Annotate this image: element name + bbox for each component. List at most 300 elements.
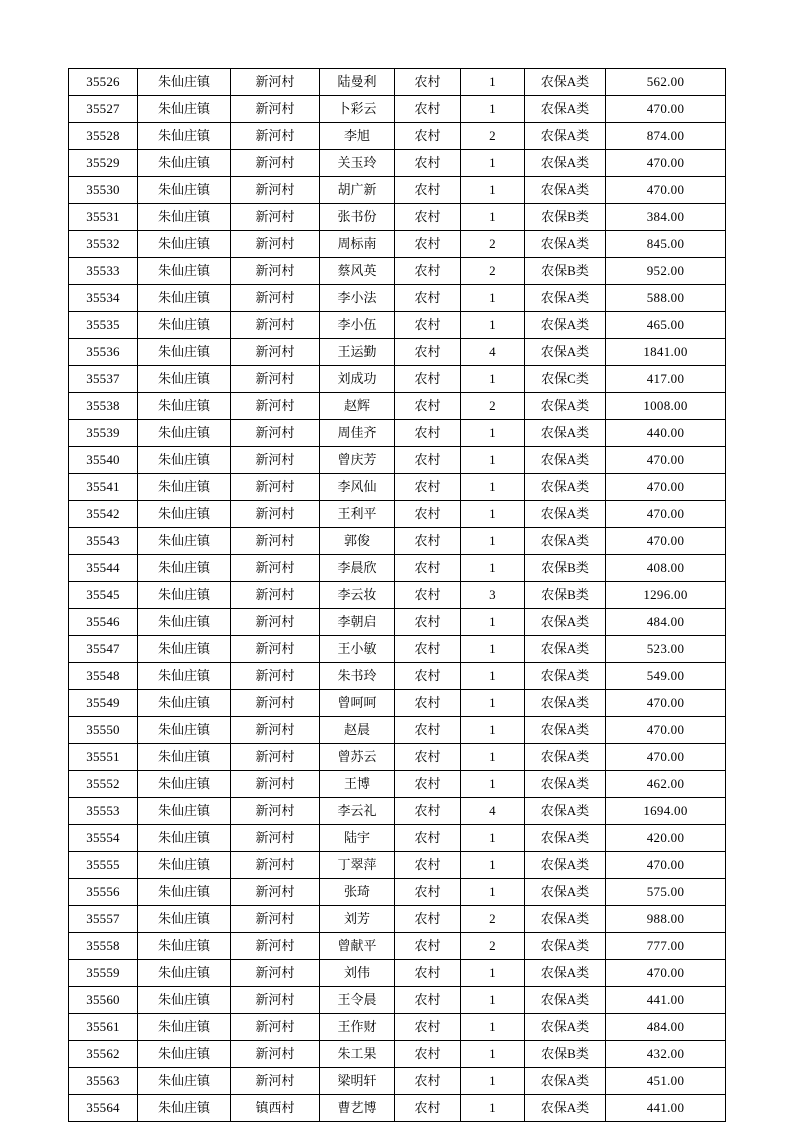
table-row (69, 231, 726, 258)
cell-person-count: 1 (461, 312, 525, 339)
table-row (69, 879, 726, 906)
table-row (69, 123, 726, 150)
cell-benefit-category: 农保A类 (525, 771, 606, 798)
cell-village: 新河村 (231, 420, 320, 447)
cell-village: 新河村 (231, 177, 320, 204)
cell-benefit-category: 农保A类 (525, 285, 606, 312)
cell-town: 朱仙庄镇 (138, 420, 231, 447)
cell-benefit-category: 农保A类 (525, 1014, 606, 1041)
cell-household-type: 农村 (395, 258, 461, 285)
table-row (69, 798, 726, 825)
cell-serial-number: 35552 (69, 771, 138, 798)
cell-person-count: 1 (461, 447, 525, 474)
cell-town: 朱仙庄镇 (138, 987, 231, 1014)
cell-serial-number: 35526 (69, 69, 138, 96)
cell-name: 蔡风英 (320, 258, 395, 285)
table-row (69, 285, 726, 312)
cell-person-count: 1 (461, 717, 525, 744)
table-row (69, 1014, 726, 1041)
cell-serial-number: 35562 (69, 1041, 138, 1068)
cell-amount: 470.00 (606, 960, 726, 987)
cell-person-count: 1 (461, 501, 525, 528)
cell-benefit-category: 农保A类 (525, 960, 606, 987)
cell-person-count: 1 (461, 285, 525, 312)
cell-amount: 470.00 (606, 690, 726, 717)
table-row (69, 933, 726, 960)
cell-benefit-category: 农保A类 (525, 96, 606, 123)
table-row (69, 528, 726, 555)
cell-benefit-category: 农保A类 (525, 609, 606, 636)
cell-person-count: 2 (461, 393, 525, 420)
cell-town: 朱仙庄镇 (138, 609, 231, 636)
cell-village: 新河村 (231, 69, 320, 96)
cell-village: 新河村 (231, 636, 320, 663)
cell-amount: 470.00 (606, 474, 726, 501)
cell-town: 朱仙庄镇 (138, 555, 231, 582)
cell-name: 丁翠萍 (320, 852, 395, 879)
cell-village: 新河村 (231, 852, 320, 879)
cell-name: 刘伟 (320, 960, 395, 987)
cell-household-type: 农村 (395, 555, 461, 582)
cell-benefit-category: 农保A类 (525, 690, 606, 717)
cell-person-count: 1 (461, 744, 525, 771)
table-row (69, 420, 726, 447)
cell-serial-number: 35546 (69, 609, 138, 636)
cell-serial-number: 35541 (69, 474, 138, 501)
cell-serial-number: 35559 (69, 960, 138, 987)
cell-name: 李云妆 (320, 582, 395, 609)
cell-town: 朱仙庄镇 (138, 258, 231, 285)
cell-benefit-category: 农保A类 (525, 420, 606, 447)
cell-amount: 470.00 (606, 528, 726, 555)
cell-person-count: 1 (461, 609, 525, 636)
cell-serial-number: 35549 (69, 690, 138, 717)
cell-town: 朱仙庄镇 (138, 825, 231, 852)
table-row (69, 582, 726, 609)
cell-person-count: 3 (461, 582, 525, 609)
cell-person-count: 1 (461, 1068, 525, 1095)
cell-serial-number: 35529 (69, 150, 138, 177)
cell-name: 李朝启 (320, 609, 395, 636)
cell-village: 新河村 (231, 960, 320, 987)
cell-town: 朱仙庄镇 (138, 744, 231, 771)
cell-town: 朱仙庄镇 (138, 582, 231, 609)
cell-village: 新河村 (231, 1068, 320, 1095)
table-row (69, 852, 726, 879)
table-row (69, 501, 726, 528)
cell-town: 朱仙庄镇 (138, 231, 231, 258)
cell-serial-number: 35560 (69, 987, 138, 1014)
table-row (69, 1068, 726, 1095)
cell-amount: 845.00 (606, 231, 726, 258)
cell-person-count: 1 (461, 663, 525, 690)
cell-benefit-category: 农保A类 (525, 744, 606, 771)
cell-household-type: 农村 (395, 798, 461, 825)
cell-household-type: 农村 (395, 987, 461, 1014)
cell-town: 朱仙庄镇 (138, 933, 231, 960)
cell-household-type: 农村 (395, 204, 461, 231)
cell-person-count: 4 (461, 798, 525, 825)
cell-person-count: 1 (461, 852, 525, 879)
cell-town: 朱仙庄镇 (138, 960, 231, 987)
cell-town: 朱仙庄镇 (138, 150, 231, 177)
cell-village: 新河村 (231, 879, 320, 906)
cell-household-type: 农村 (395, 906, 461, 933)
cell-person-count: 2 (461, 123, 525, 150)
cell-person-count: 2 (461, 231, 525, 258)
cell-person-count: 1 (461, 825, 525, 852)
cell-person-count: 2 (461, 906, 525, 933)
cell-name: 李风仙 (320, 474, 395, 501)
cell-serial-number: 35547 (69, 636, 138, 663)
cell-name: 关玉玲 (320, 150, 395, 177)
cell-household-type: 农村 (395, 501, 461, 528)
cell-serial-number: 35544 (69, 555, 138, 582)
cell-village: 新河村 (231, 987, 320, 1014)
cell-amount: 441.00 (606, 987, 726, 1014)
cell-village: 新河村 (231, 231, 320, 258)
cell-name: 刘芳 (320, 906, 395, 933)
cell-household-type: 农村 (395, 1014, 461, 1041)
cell-amount: 1841.00 (606, 339, 726, 366)
cell-serial-number: 35553 (69, 798, 138, 825)
cell-person-count: 1 (461, 69, 525, 96)
cell-serial-number: 35556 (69, 879, 138, 906)
cell-serial-number: 35558 (69, 933, 138, 960)
cell-amount: 588.00 (606, 285, 726, 312)
cell-name: 曾献平 (320, 933, 395, 960)
cell-household-type: 农村 (395, 582, 461, 609)
cell-name: 陆曼利 (320, 69, 395, 96)
cell-name: 李旭 (320, 123, 395, 150)
cell-benefit-category: 农保B类 (525, 258, 606, 285)
cell-amount: 384.00 (606, 204, 726, 231)
cell-serial-number: 35543 (69, 528, 138, 555)
cell-serial-number: 35535 (69, 312, 138, 339)
cell-amount: 1694.00 (606, 798, 726, 825)
cell-village: 镇西村 (231, 1095, 320, 1122)
table-row (69, 312, 726, 339)
cell-serial-number: 35528 (69, 123, 138, 150)
cell-amount: 470.00 (606, 96, 726, 123)
cell-benefit-category: 农保A类 (525, 636, 606, 663)
cell-town: 朱仙庄镇 (138, 447, 231, 474)
cell-amount: 523.00 (606, 636, 726, 663)
cell-town: 朱仙庄镇 (138, 879, 231, 906)
cell-benefit-category: 农保A类 (525, 879, 606, 906)
cell-town: 朱仙庄镇 (138, 717, 231, 744)
cell-name: 王作财 (320, 1014, 395, 1041)
cell-household-type: 农村 (395, 69, 461, 96)
table-row (69, 69, 726, 96)
table-row (69, 339, 726, 366)
table-row (69, 987, 726, 1014)
cell-serial-number: 35536 (69, 339, 138, 366)
cell-village: 新河村 (231, 609, 320, 636)
cell-serial-number: 35539 (69, 420, 138, 447)
cell-village: 新河村 (231, 798, 320, 825)
cell-name: 李云礼 (320, 798, 395, 825)
cell-household-type: 农村 (395, 825, 461, 852)
cell-person-count: 2 (461, 258, 525, 285)
cell-name: 王运勤 (320, 339, 395, 366)
cell-serial-number: 35531 (69, 204, 138, 231)
table-body (69, 69, 726, 1122)
cell-household-type: 农村 (395, 717, 461, 744)
cell-village: 新河村 (231, 150, 320, 177)
cell-name: 张琦 (320, 879, 395, 906)
cell-person-count: 1 (461, 636, 525, 663)
cell-amount: 440.00 (606, 420, 726, 447)
table-row (69, 1041, 726, 1068)
cell-benefit-category: 农保A类 (525, 231, 606, 258)
cell-person-count: 1 (461, 1041, 525, 1068)
cell-town: 朱仙庄镇 (138, 501, 231, 528)
cell-amount: 417.00 (606, 366, 726, 393)
table-row (69, 771, 726, 798)
cell-village: 新河村 (231, 1014, 320, 1041)
cell-person-count: 1 (461, 690, 525, 717)
cell-household-type: 农村 (395, 339, 461, 366)
cell-amount: 470.00 (606, 744, 726, 771)
cell-serial-number: 35557 (69, 906, 138, 933)
cell-name: 赵辉 (320, 393, 395, 420)
cell-serial-number: 35534 (69, 285, 138, 312)
table-row (69, 744, 726, 771)
cell-name: 王利平 (320, 501, 395, 528)
cell-amount: 470.00 (606, 177, 726, 204)
cell-town: 朱仙庄镇 (138, 528, 231, 555)
cell-village: 新河村 (231, 690, 320, 717)
cell-amount: 470.00 (606, 150, 726, 177)
cell-serial-number: 35563 (69, 1068, 138, 1095)
cell-amount: 432.00 (606, 1041, 726, 1068)
cell-household-type: 农村 (395, 231, 461, 258)
cell-serial-number: 35561 (69, 1014, 138, 1041)
cell-person-count: 1 (461, 555, 525, 582)
cell-village: 新河村 (231, 1041, 320, 1068)
cell-name: 赵晨 (320, 717, 395, 744)
cell-benefit-category: 农保A类 (525, 906, 606, 933)
cell-town: 朱仙庄镇 (138, 474, 231, 501)
cell-village: 新河村 (231, 906, 320, 933)
cell-benefit-category: 农保A类 (525, 312, 606, 339)
table-row (69, 825, 726, 852)
cell-benefit-category: 农保A类 (525, 339, 606, 366)
cell-name: 李小伍 (320, 312, 395, 339)
cell-household-type: 农村 (395, 1095, 461, 1122)
cell-amount: 465.00 (606, 312, 726, 339)
cell-household-type: 农村 (395, 690, 461, 717)
cell-name: 王博 (320, 771, 395, 798)
cell-household-type: 农村 (395, 879, 461, 906)
cell-village: 新河村 (231, 717, 320, 744)
cell-town: 朱仙庄镇 (138, 312, 231, 339)
table-row (69, 663, 726, 690)
cell-name: 曾庆芳 (320, 447, 395, 474)
cell-serial-number: 35532 (69, 231, 138, 258)
cell-benefit-category: 农保B类 (525, 204, 606, 231)
cell-serial-number: 35533 (69, 258, 138, 285)
cell-person-count: 4 (461, 339, 525, 366)
cell-amount: 1008.00 (606, 393, 726, 420)
cell-village: 新河村 (231, 744, 320, 771)
cell-village: 新河村 (231, 528, 320, 555)
cell-amount: 408.00 (606, 555, 726, 582)
cell-name: 王小敏 (320, 636, 395, 663)
cell-town: 朱仙庄镇 (138, 393, 231, 420)
cell-name: 曾苏云 (320, 744, 395, 771)
cell-person-count: 1 (461, 177, 525, 204)
cell-person-count: 1 (461, 1014, 525, 1041)
cell-household-type: 农村 (395, 474, 461, 501)
cell-serial-number: 35530 (69, 177, 138, 204)
cell-village: 新河村 (231, 366, 320, 393)
cell-amount: 575.00 (606, 879, 726, 906)
cell-household-type: 农村 (395, 933, 461, 960)
subsidy-table (68, 68, 726, 1122)
cell-benefit-category: 农保A类 (525, 1068, 606, 1095)
cell-household-type: 农村 (395, 123, 461, 150)
cell-name: 曹艺博 (320, 1095, 395, 1122)
cell-name: 陆宇 (320, 825, 395, 852)
cell-name: 周标南 (320, 231, 395, 258)
cell-amount: 470.00 (606, 852, 726, 879)
cell-serial-number: 35538 (69, 393, 138, 420)
table-row (69, 690, 726, 717)
cell-village: 新河村 (231, 663, 320, 690)
cell-town: 朱仙庄镇 (138, 1041, 231, 1068)
cell-town: 朱仙庄镇 (138, 285, 231, 312)
cell-name: 李晨欣 (320, 555, 395, 582)
cell-amount: 484.00 (606, 609, 726, 636)
cell-amount: 988.00 (606, 906, 726, 933)
cell-person-count: 1 (461, 204, 525, 231)
cell-serial-number: 35540 (69, 447, 138, 474)
cell-village: 新河村 (231, 96, 320, 123)
cell-serial-number: 35555 (69, 852, 138, 879)
table-row (69, 906, 726, 933)
cell-benefit-category: 农保A类 (525, 825, 606, 852)
cell-household-type: 农村 (395, 96, 461, 123)
cell-person-count: 1 (461, 771, 525, 798)
cell-household-type: 农村 (395, 177, 461, 204)
cell-amount: 484.00 (606, 1014, 726, 1041)
cell-village: 新河村 (231, 933, 320, 960)
cell-benefit-category: 农保A类 (525, 663, 606, 690)
table-row (69, 960, 726, 987)
cell-town: 朱仙庄镇 (138, 663, 231, 690)
cell-person-count: 1 (461, 96, 525, 123)
cell-name: 李小法 (320, 285, 395, 312)
cell-town: 朱仙庄镇 (138, 906, 231, 933)
cell-person-count: 1 (461, 474, 525, 501)
cell-person-count: 1 (461, 150, 525, 177)
cell-household-type: 农村 (395, 393, 461, 420)
cell-benefit-category: 农保A类 (525, 1095, 606, 1122)
cell-town: 朱仙庄镇 (138, 852, 231, 879)
table-row (69, 447, 726, 474)
cell-household-type: 农村 (395, 609, 461, 636)
cell-town: 朱仙庄镇 (138, 366, 231, 393)
cell-serial-number: 35564 (69, 1095, 138, 1122)
cell-serial-number: 35551 (69, 744, 138, 771)
cell-benefit-category: 农保A类 (525, 393, 606, 420)
cell-benefit-category: 农保A类 (525, 69, 606, 96)
cell-town: 朱仙庄镇 (138, 771, 231, 798)
table-row (69, 258, 726, 285)
cell-person-count: 1 (461, 987, 525, 1014)
cell-town: 朱仙庄镇 (138, 96, 231, 123)
table-row (69, 96, 726, 123)
cell-town: 朱仙庄镇 (138, 1095, 231, 1122)
cell-amount: 441.00 (606, 1095, 726, 1122)
cell-benefit-category: 农保B类 (525, 1041, 606, 1068)
cell-amount: 420.00 (606, 825, 726, 852)
cell-amount: 470.00 (606, 717, 726, 744)
cell-amount: 470.00 (606, 501, 726, 528)
table-row (69, 474, 726, 501)
table-row (69, 177, 726, 204)
cell-benefit-category: 农保A类 (525, 717, 606, 744)
cell-serial-number: 35550 (69, 717, 138, 744)
cell-village: 新河村 (231, 285, 320, 312)
cell-village: 新河村 (231, 123, 320, 150)
cell-household-type: 农村 (395, 744, 461, 771)
cell-town: 朱仙庄镇 (138, 1068, 231, 1095)
cell-town: 朱仙庄镇 (138, 339, 231, 366)
cell-village: 新河村 (231, 204, 320, 231)
cell-town: 朱仙庄镇 (138, 690, 231, 717)
cell-name: 郭俊 (320, 528, 395, 555)
cell-amount: 470.00 (606, 447, 726, 474)
cell-amount: 451.00 (606, 1068, 726, 1095)
cell-serial-number: 35527 (69, 96, 138, 123)
cell-person-count: 1 (461, 1095, 525, 1122)
cell-household-type: 农村 (395, 420, 461, 447)
cell-amount: 462.00 (606, 771, 726, 798)
cell-name: 曾呵呵 (320, 690, 395, 717)
table-row (69, 393, 726, 420)
cell-village: 新河村 (231, 501, 320, 528)
table-row (69, 717, 726, 744)
cell-name: 朱书玲 (320, 663, 395, 690)
cell-household-type: 农村 (395, 1041, 461, 1068)
cell-benefit-category: 农保A类 (525, 798, 606, 825)
cell-household-type: 农村 (395, 312, 461, 339)
cell-person-count: 1 (461, 366, 525, 393)
cell-benefit-category: 农保A类 (525, 447, 606, 474)
cell-household-type: 农村 (395, 447, 461, 474)
cell-amount: 874.00 (606, 123, 726, 150)
table-row (69, 366, 726, 393)
table-row (69, 555, 726, 582)
cell-name: 胡广新 (320, 177, 395, 204)
cell-village: 新河村 (231, 474, 320, 501)
cell-benefit-category: 农保C类 (525, 366, 606, 393)
cell-household-type: 农村 (395, 960, 461, 987)
cell-name: 王令晨 (320, 987, 395, 1014)
cell-person-count: 1 (461, 420, 525, 447)
cell-village: 新河村 (231, 582, 320, 609)
cell-amount: 1296.00 (606, 582, 726, 609)
cell-village: 新河村 (231, 258, 320, 285)
cell-benefit-category: 农保B类 (525, 555, 606, 582)
cell-benefit-category: 农保A类 (525, 474, 606, 501)
cell-town: 朱仙庄镇 (138, 798, 231, 825)
cell-benefit-category: 农保B类 (525, 582, 606, 609)
cell-town: 朱仙庄镇 (138, 123, 231, 150)
